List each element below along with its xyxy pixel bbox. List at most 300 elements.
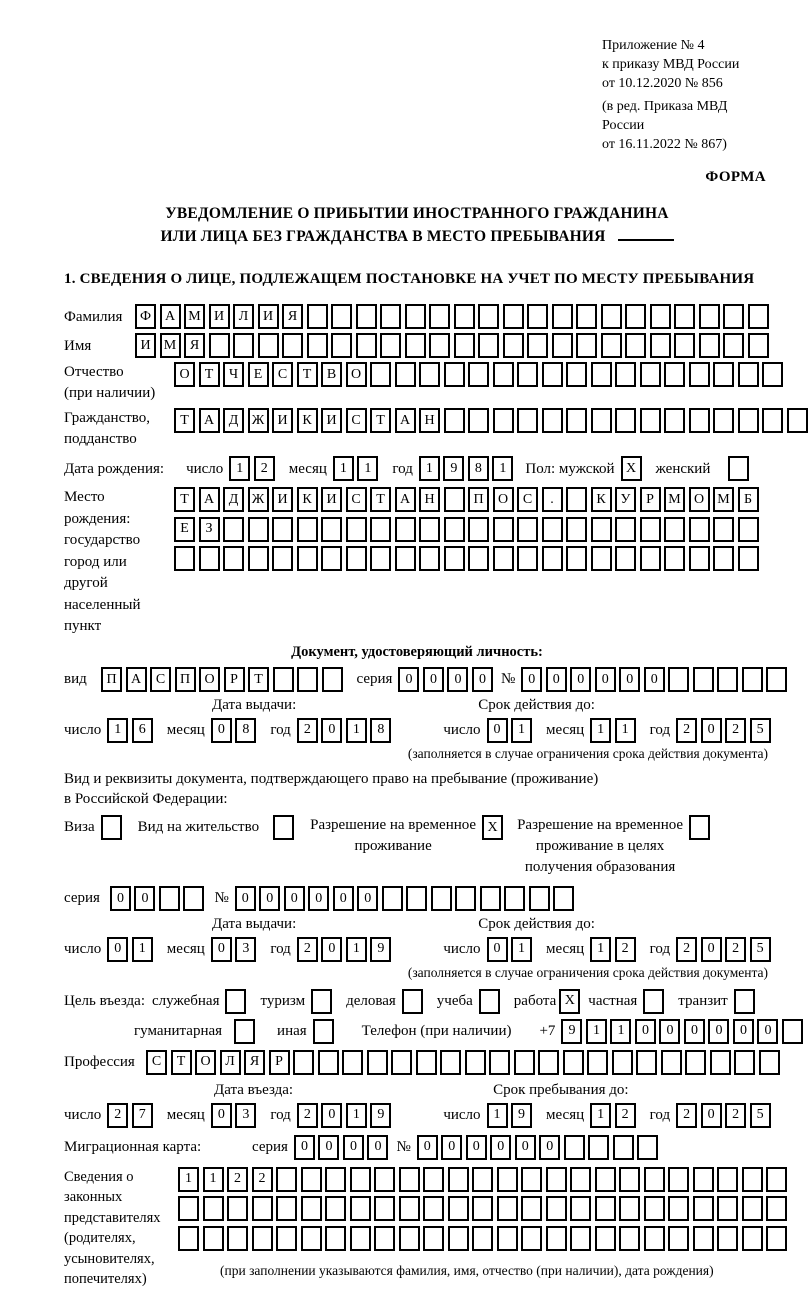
char-box[interactable] (307, 333, 328, 358)
char-box[interactable] (276, 1167, 297, 1192)
char-box[interactable] (527, 304, 548, 329)
char-box[interactable] (591, 408, 612, 433)
char-box[interactable] (478, 304, 499, 329)
char-box[interactable]: 0 (308, 886, 329, 911)
char-box[interactable]: П (468, 487, 489, 512)
char-box[interactable]: И (258, 304, 279, 329)
char-box[interactable] (615, 408, 636, 433)
char-box[interactable] (440, 1050, 461, 1075)
char-box[interactable]: П (101, 667, 122, 692)
char-box[interactable]: П (175, 667, 196, 692)
char-box[interactable] (370, 517, 391, 542)
char-box[interactable] (472, 1196, 493, 1221)
char-box[interactable] (595, 1196, 616, 1221)
char-box[interactable] (685, 1050, 706, 1075)
char-box[interactable]: 1 (492, 456, 513, 481)
char-box[interactable] (307, 304, 328, 329)
char-box[interactable]: И (209, 304, 230, 329)
char-box[interactable] (282, 333, 303, 358)
char-box[interactable]: 2 (297, 937, 318, 962)
char-box[interactable] (374, 1167, 395, 1192)
char-box[interactable] (738, 546, 759, 571)
char-box[interactable] (313, 1019, 334, 1044)
char-box[interactable] (636, 1050, 657, 1075)
char-box[interactable]: Ж (248, 487, 269, 512)
char-box[interactable] (199, 546, 220, 571)
char-box[interactable] (321, 517, 342, 542)
char-box[interactable] (566, 362, 587, 387)
char-box[interactable] (588, 1135, 609, 1160)
char-box[interactable]: И (321, 408, 342, 433)
char-box[interactable] (713, 546, 734, 571)
char-box[interactable] (101, 815, 122, 840)
char-box[interactable] (472, 1167, 493, 1192)
char-box[interactable] (276, 1196, 297, 1221)
char-box[interactable] (444, 362, 465, 387)
char-box[interactable]: А (199, 408, 220, 433)
char-box[interactable] (370, 362, 391, 387)
char-box[interactable] (542, 362, 563, 387)
char-box[interactable]: 8 (468, 456, 489, 481)
char-box[interactable] (444, 408, 465, 433)
char-box[interactable]: 0 (321, 937, 342, 962)
char-box[interactable] (640, 408, 661, 433)
char-box[interactable]: 0 (447, 667, 468, 692)
char-box[interactable] (521, 1226, 542, 1251)
char-box[interactable] (517, 362, 538, 387)
char-box[interactable]: 0 (294, 1135, 315, 1160)
char-box[interactable]: Н (419, 408, 440, 433)
char-box[interactable] (742, 1167, 763, 1192)
char-box[interactable] (223, 546, 244, 571)
char-box[interactable] (322, 667, 343, 692)
char-box[interactable]: 1 (132, 937, 153, 962)
char-box[interactable]: З (199, 517, 220, 542)
char-box[interactable] (223, 517, 244, 542)
char-box[interactable] (480, 886, 501, 911)
char-box[interactable] (301, 1167, 322, 1192)
char-box[interactable]: Я (282, 304, 303, 329)
char-box[interactable]: 2 (615, 937, 636, 962)
char-box[interactable] (566, 408, 587, 433)
char-box[interactable]: 1 (615, 718, 636, 743)
char-box[interactable]: 1 (203, 1167, 224, 1192)
char-box[interactable]: А (199, 487, 220, 512)
char-box[interactable]: 0 (644, 667, 665, 692)
char-box[interactable] (576, 333, 597, 358)
char-box[interactable]: 1 (346, 937, 367, 962)
char-box[interactable]: А (395, 408, 416, 433)
char-box[interactable] (742, 1226, 763, 1251)
char-box[interactable] (644, 1167, 665, 1192)
char-box[interactable]: М (664, 487, 685, 512)
char-box[interactable] (423, 1226, 444, 1251)
char-box[interactable] (766, 667, 787, 692)
char-box[interactable]: 0 (733, 1019, 754, 1044)
char-box[interactable]: 5 (750, 1103, 771, 1128)
char-box[interactable]: 5 (750, 718, 771, 743)
char-box[interactable]: 0 (318, 1135, 339, 1160)
char-box[interactable]: С (272, 362, 293, 387)
char-box[interactable]: 0 (134, 886, 155, 911)
char-box[interactable]: С (150, 667, 171, 692)
char-box[interactable] (766, 1226, 787, 1251)
char-box[interactable]: К (297, 408, 318, 433)
char-box[interactable] (321, 546, 342, 571)
char-box[interactable] (174, 546, 195, 571)
char-box[interactable] (664, 517, 685, 542)
char-box[interactable] (178, 1196, 199, 1221)
char-box[interactable] (225, 989, 246, 1014)
char-box[interactable] (454, 333, 475, 358)
char-box[interactable] (297, 667, 318, 692)
char-box[interactable] (395, 546, 416, 571)
char-box[interactable] (203, 1226, 224, 1251)
char-box[interactable]: Е (248, 362, 269, 387)
char-box[interactable]: 0 (757, 1019, 778, 1044)
char-box[interactable] (527, 333, 548, 358)
char-box[interactable] (497, 1167, 518, 1192)
char-box[interactable] (517, 517, 538, 542)
char-box[interactable]: Т (297, 362, 318, 387)
char-box[interactable] (423, 1167, 444, 1192)
char-box[interactable]: 0 (659, 1019, 680, 1044)
char-box[interactable] (356, 304, 377, 329)
char-box[interactable] (468, 517, 489, 542)
char-box[interactable] (273, 815, 294, 840)
char-box[interactable] (489, 1050, 510, 1075)
char-box[interactable]: М (184, 304, 205, 329)
char-box[interactable] (563, 1050, 584, 1075)
char-box[interactable] (644, 1196, 665, 1221)
char-box[interactable] (272, 517, 293, 542)
char-box[interactable]: 1 (586, 1019, 607, 1044)
char-box[interactable]: 0 (357, 886, 378, 911)
char-box[interactable]: . (542, 487, 563, 512)
char-box[interactable] (759, 1050, 780, 1075)
char-box[interactable] (546, 1167, 567, 1192)
char-box[interactable]: А (160, 304, 181, 329)
char-box[interactable]: И (272, 408, 293, 433)
char-box[interactable]: М (160, 333, 181, 358)
char-box[interactable] (293, 1050, 314, 1075)
char-box[interactable] (301, 1226, 322, 1251)
char-box[interactable] (650, 333, 671, 358)
char-box[interactable] (276, 1226, 297, 1251)
char-box[interactable] (493, 408, 514, 433)
char-box[interactable]: X (482, 815, 503, 840)
char-box[interactable]: Ч (223, 362, 244, 387)
char-box[interactable] (762, 362, 783, 387)
char-box[interactable] (497, 1226, 518, 1251)
char-box[interactable] (552, 304, 573, 329)
char-box[interactable]: 0 (235, 886, 256, 911)
char-box[interactable] (416, 1050, 437, 1075)
char-box[interactable]: Н (419, 487, 440, 512)
char-box[interactable] (619, 1226, 640, 1251)
char-box[interactable]: 1 (590, 937, 611, 962)
char-box[interactable]: 0 (259, 886, 280, 911)
char-box[interactable]: И (272, 487, 293, 512)
char-box[interactable]: 9 (370, 1103, 391, 1128)
char-box[interactable] (493, 517, 514, 542)
char-box[interactable]: К (297, 487, 318, 512)
char-box[interactable]: 0 (211, 1103, 232, 1128)
char-box[interactable] (552, 333, 573, 358)
char-box[interactable] (429, 304, 450, 329)
char-box[interactable] (668, 1226, 689, 1251)
char-box[interactable] (311, 989, 332, 1014)
char-box[interactable] (391, 1050, 412, 1075)
char-box[interactable] (591, 546, 612, 571)
char-box[interactable] (664, 362, 685, 387)
char-box[interactable] (248, 517, 269, 542)
char-box[interactable]: 0 (107, 937, 128, 962)
char-box[interactable] (419, 546, 440, 571)
char-box[interactable]: 0 (487, 718, 508, 743)
char-box[interactable]: 1 (511, 937, 532, 962)
char-box[interactable]: О (174, 362, 195, 387)
char-box[interactable]: 0 (423, 667, 444, 692)
char-box[interactable]: Ж (248, 408, 269, 433)
char-box[interactable]: О (689, 487, 710, 512)
char-box[interactable] (713, 517, 734, 542)
char-box[interactable]: А (126, 667, 147, 692)
char-box[interactable]: Т (171, 1050, 192, 1075)
char-box[interactable]: 0 (417, 1135, 438, 1160)
char-box[interactable] (503, 304, 524, 329)
char-box[interactable]: 2 (725, 1103, 746, 1128)
char-box[interactable]: 2 (725, 937, 746, 962)
char-box[interactable]: 0 (321, 718, 342, 743)
char-box[interactable] (448, 1196, 469, 1221)
char-box[interactable] (723, 333, 744, 358)
char-box[interactable]: 0 (701, 718, 722, 743)
char-box[interactable] (591, 362, 612, 387)
char-box[interactable]: 0 (684, 1019, 705, 1044)
char-box[interactable] (159, 886, 180, 911)
char-box[interactable]: С (517, 487, 538, 512)
char-box[interactable] (325, 1167, 346, 1192)
char-box[interactable] (444, 517, 465, 542)
char-box[interactable]: С (146, 1050, 167, 1075)
char-box[interactable] (405, 304, 426, 329)
char-box[interactable] (619, 1196, 640, 1221)
char-box[interactable]: О (199, 667, 220, 692)
char-box[interactable]: У (615, 487, 636, 512)
char-box[interactable] (406, 886, 427, 911)
char-box[interactable] (542, 546, 563, 571)
char-box[interactable] (301, 1196, 322, 1221)
char-box[interactable]: 0 (398, 667, 419, 692)
char-box[interactable] (454, 304, 475, 329)
char-box[interactable]: 0 (321, 1103, 342, 1128)
char-box[interactable] (546, 1196, 567, 1221)
char-box[interactable] (734, 989, 755, 1014)
char-box[interactable]: Б (738, 487, 759, 512)
char-box[interactable] (542, 408, 563, 433)
char-box[interactable] (370, 546, 391, 571)
char-box[interactable] (612, 1050, 633, 1075)
char-box[interactable] (619, 1167, 640, 1192)
char-box[interactable]: 1 (419, 456, 440, 481)
char-box[interactable] (650, 304, 671, 329)
char-box[interactable] (493, 362, 514, 387)
char-box[interactable] (472, 1226, 493, 1251)
char-box[interactable] (766, 1167, 787, 1192)
char-box[interactable]: 1 (333, 456, 354, 481)
char-box[interactable] (178, 1226, 199, 1251)
char-box[interactable] (297, 546, 318, 571)
char-box[interactable]: 8 (370, 718, 391, 743)
char-box[interactable] (419, 517, 440, 542)
char-box[interactable]: В (321, 362, 342, 387)
char-box[interactable] (625, 304, 646, 329)
char-box[interactable]: 9 (443, 456, 464, 481)
char-box[interactable]: О (346, 362, 367, 387)
char-box[interactable] (346, 517, 367, 542)
char-box[interactable]: 2 (725, 718, 746, 743)
char-box[interactable] (517, 546, 538, 571)
char-box[interactable] (468, 362, 489, 387)
char-box[interactable] (689, 546, 710, 571)
char-box[interactable] (713, 362, 734, 387)
char-box[interactable]: М (713, 487, 734, 512)
char-box[interactable]: 3 (235, 937, 256, 962)
char-box[interactable]: 2 (252, 1167, 273, 1192)
char-box[interactable] (468, 408, 489, 433)
char-box[interactable]: 0 (466, 1135, 487, 1160)
char-box[interactable] (350, 1196, 371, 1221)
char-box[interactable] (272, 546, 293, 571)
char-box[interactable] (431, 886, 452, 911)
char-box[interactable] (399, 1167, 420, 1192)
char-box[interactable] (423, 1196, 444, 1221)
char-box[interactable]: Р (224, 667, 245, 692)
char-box[interactable] (717, 1226, 738, 1251)
char-box[interactable]: 0 (515, 1135, 536, 1160)
char-box[interactable]: 2 (615, 1103, 636, 1128)
char-box[interactable] (576, 304, 597, 329)
char-box[interactable] (444, 546, 465, 571)
char-box[interactable] (643, 989, 664, 1014)
char-box[interactable] (664, 408, 685, 433)
char-box[interactable]: 0 (570, 667, 591, 692)
char-box[interactable] (595, 1167, 616, 1192)
char-box[interactable] (570, 1196, 591, 1221)
char-box[interactable]: Т (199, 362, 220, 387)
char-box[interactable] (318, 1050, 339, 1075)
char-box[interactable] (331, 333, 352, 358)
char-box[interactable] (674, 333, 695, 358)
char-box[interactable]: О (493, 487, 514, 512)
char-box[interactable]: 1 (610, 1019, 631, 1044)
char-box[interactable]: 1 (590, 718, 611, 743)
char-box[interactable] (325, 1196, 346, 1221)
char-box[interactable]: Т (174, 487, 195, 512)
char-box[interactable] (405, 333, 426, 358)
char-box[interactable]: 3 (235, 1103, 256, 1128)
char-box[interactable] (570, 1167, 591, 1192)
char-box[interactable]: 0 (546, 667, 567, 692)
char-box[interactable] (637, 1135, 658, 1160)
char-box[interactable] (566, 487, 587, 512)
char-box[interactable]: Я (244, 1050, 265, 1075)
char-box[interactable]: 0 (619, 667, 640, 692)
char-box[interactable] (664, 546, 685, 571)
char-box[interactable]: 0 (490, 1135, 511, 1160)
char-box[interactable]: 0 (595, 667, 616, 692)
char-box[interactable] (693, 1196, 714, 1221)
char-box[interactable] (356, 333, 377, 358)
char-box[interactable]: 2 (676, 718, 697, 743)
char-box[interactable] (693, 1226, 714, 1251)
char-box[interactable] (497, 1196, 518, 1221)
char-box[interactable]: 2 (676, 937, 697, 962)
char-box[interactable] (503, 333, 524, 358)
char-box[interactable] (640, 546, 661, 571)
char-box[interactable]: 0 (701, 1103, 722, 1128)
char-box[interactable]: 7 (132, 1103, 153, 1128)
char-box[interactable]: 6 (132, 718, 153, 743)
char-box[interactable]: 0 (472, 667, 493, 692)
char-box[interactable]: Л (233, 304, 254, 329)
char-box[interactable] (209, 333, 230, 358)
char-box[interactable] (713, 408, 734, 433)
char-box[interactable] (374, 1196, 395, 1221)
char-box[interactable] (601, 333, 622, 358)
char-box[interactable]: 0 (701, 937, 722, 962)
char-box[interactable] (233, 333, 254, 358)
char-box[interactable] (644, 1226, 665, 1251)
char-box[interactable] (380, 333, 401, 358)
char-box[interactable]: 2 (107, 1103, 128, 1128)
char-box[interactable] (717, 1167, 738, 1192)
char-box[interactable] (448, 1167, 469, 1192)
char-box[interactable] (342, 1050, 363, 1075)
char-box[interactable]: 2 (297, 718, 318, 743)
char-box[interactable]: 0 (343, 1135, 364, 1160)
char-box[interactable] (444, 487, 465, 512)
char-box[interactable]: 9 (561, 1019, 582, 1044)
char-box[interactable]: С (346, 408, 367, 433)
char-box[interactable] (514, 1050, 535, 1075)
char-box[interactable] (613, 1135, 634, 1160)
char-box[interactable] (395, 517, 416, 542)
char-box[interactable]: 0 (211, 937, 232, 962)
char-box[interactable]: Т (370, 487, 391, 512)
char-box[interactable] (538, 1050, 559, 1075)
char-box[interactable]: 0 (367, 1135, 388, 1160)
char-box[interactable]: К (591, 487, 612, 512)
char-box[interactable] (203, 1196, 224, 1221)
char-box[interactable] (742, 667, 763, 692)
char-box[interactable]: 2 (676, 1103, 697, 1128)
char-box[interactable]: 1 (590, 1103, 611, 1128)
char-box[interactable]: Т (174, 408, 195, 433)
char-box[interactable]: Ф (135, 304, 156, 329)
char-box[interactable]: А (395, 487, 416, 512)
char-box[interactable] (787, 408, 808, 433)
char-box[interactable]: 9 (370, 937, 391, 962)
char-box[interactable]: Л (220, 1050, 241, 1075)
char-box[interactable] (668, 1167, 689, 1192)
char-box[interactable] (504, 886, 525, 911)
char-box[interactable] (493, 546, 514, 571)
char-box[interactable] (248, 546, 269, 571)
char-box[interactable] (640, 517, 661, 542)
char-box[interactable] (674, 304, 695, 329)
